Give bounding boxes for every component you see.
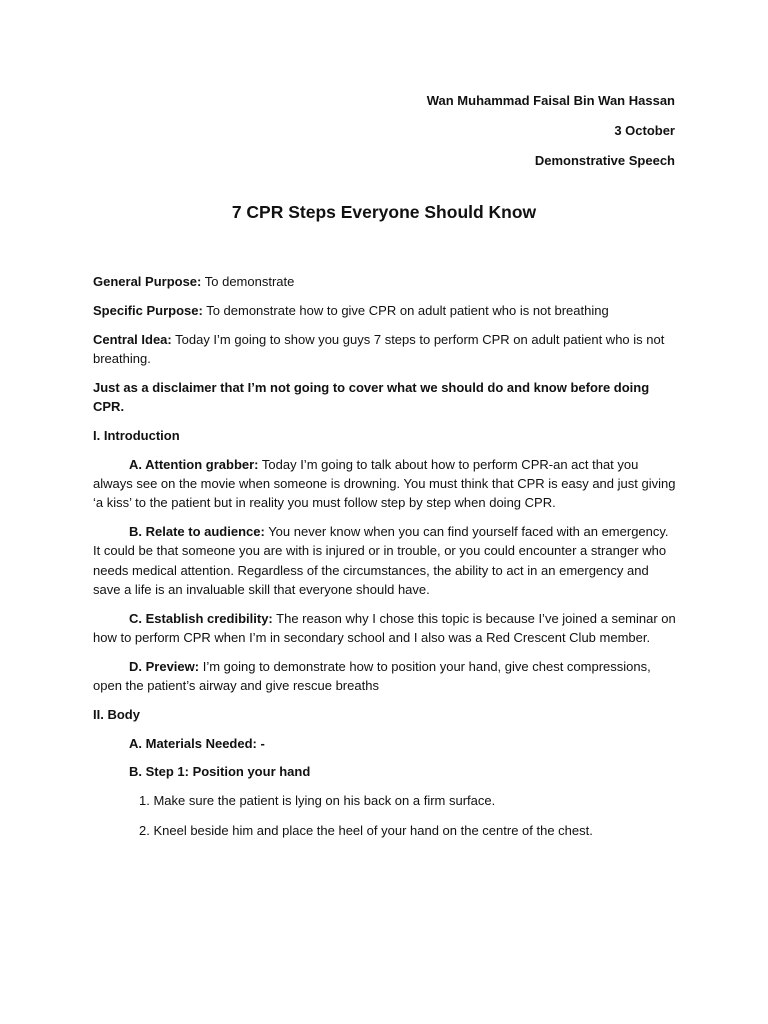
specific-purpose-text: To demonstrate how to give CPR on adult patient who is not breathing [202,302,609,318]
list-item: 1. Make sure the patient is lying on his back on a firm surface. [139,793,496,809]
document-body [93,272,679,850]
specific-purpose-label: Specific Purpose: [93,302,203,318]
introduction-heading: I. Introduction [93,427,180,443]
preview-label: D. Preview: [129,658,200,674]
preview [93,657,679,696]
relate-to-audience-text: You never know when you can find yourself faced with an emergency. It could be that someone you are with is injured or in trouble, or you could encounter a stranger who needs medical attention. Regardless of the circumstances, the ability to act in an emergency and save a life is an invaluable skill that everyone should have. [93,523,669,597]
preview-text: I’m going to demonstrate how to position your hand, give chest compressions, open the patient’s airway and give rescue breaths [93,658,651,694]
establish-credibility [93,609,679,648]
materials-needed: A. Materials Needed: - [129,735,265,751]
general-purpose [93,272,679,291]
document-title: 7 CPR Steps Everyone Should Know [231,202,537,222]
relate-to-audience [93,522,679,599]
body-heading: II. Body [93,706,140,722]
relate-to-audience-label: B. Relate to audience: [129,523,265,539]
specific-purpose [93,301,679,320]
central-idea [93,330,679,369]
attention-grabber [93,455,679,513]
central-idea-text: Today I’m going to show you guys 7 steps to perform CPR on adult patient who is not breathing. [93,331,665,366]
central-idea-label: Central Idea: [93,331,172,347]
speech-type: Demonstrative Speech [534,153,675,168]
attention-grabber-text: Today I’m going to talk about how to perform CPR-an act that you always see on the movie when someone is drowning. You must think that CPR is easy and just giving ‘a kiss’ to the patient but in reality you must follow step by step when doing CPR. [93,456,676,511]
establish-credibility-text: The reason why I chose this topic is because I’ve joined a seminar on how to perform CPR when I’m in secondary school and I also was a Red Crescent Club member. [93,610,676,645]
step-1-heading: B. Step 1: Position your hand [129,764,311,780]
attention-grabber-label: A. Attention grabber: [129,456,259,472]
general-purpose-label: General Purpose: [93,274,202,289]
document-date: 3 October [614,123,675,138]
disclaimer: Just as a disclaimer that I’m not going to cover what we should do and know before doing CPR. [93,379,650,414]
author-name: Wan Muhammad Faisal Bin Wan Hassan [426,93,675,108]
general-purpose-text: To demonstrate [201,274,295,289]
establish-credibility-label: C. Establish credibility: [129,610,273,626]
list-item: 2. Kneel beside him and place the heel of your hand on the centre of the chest. [139,822,593,838]
document-header [427,86,675,176]
